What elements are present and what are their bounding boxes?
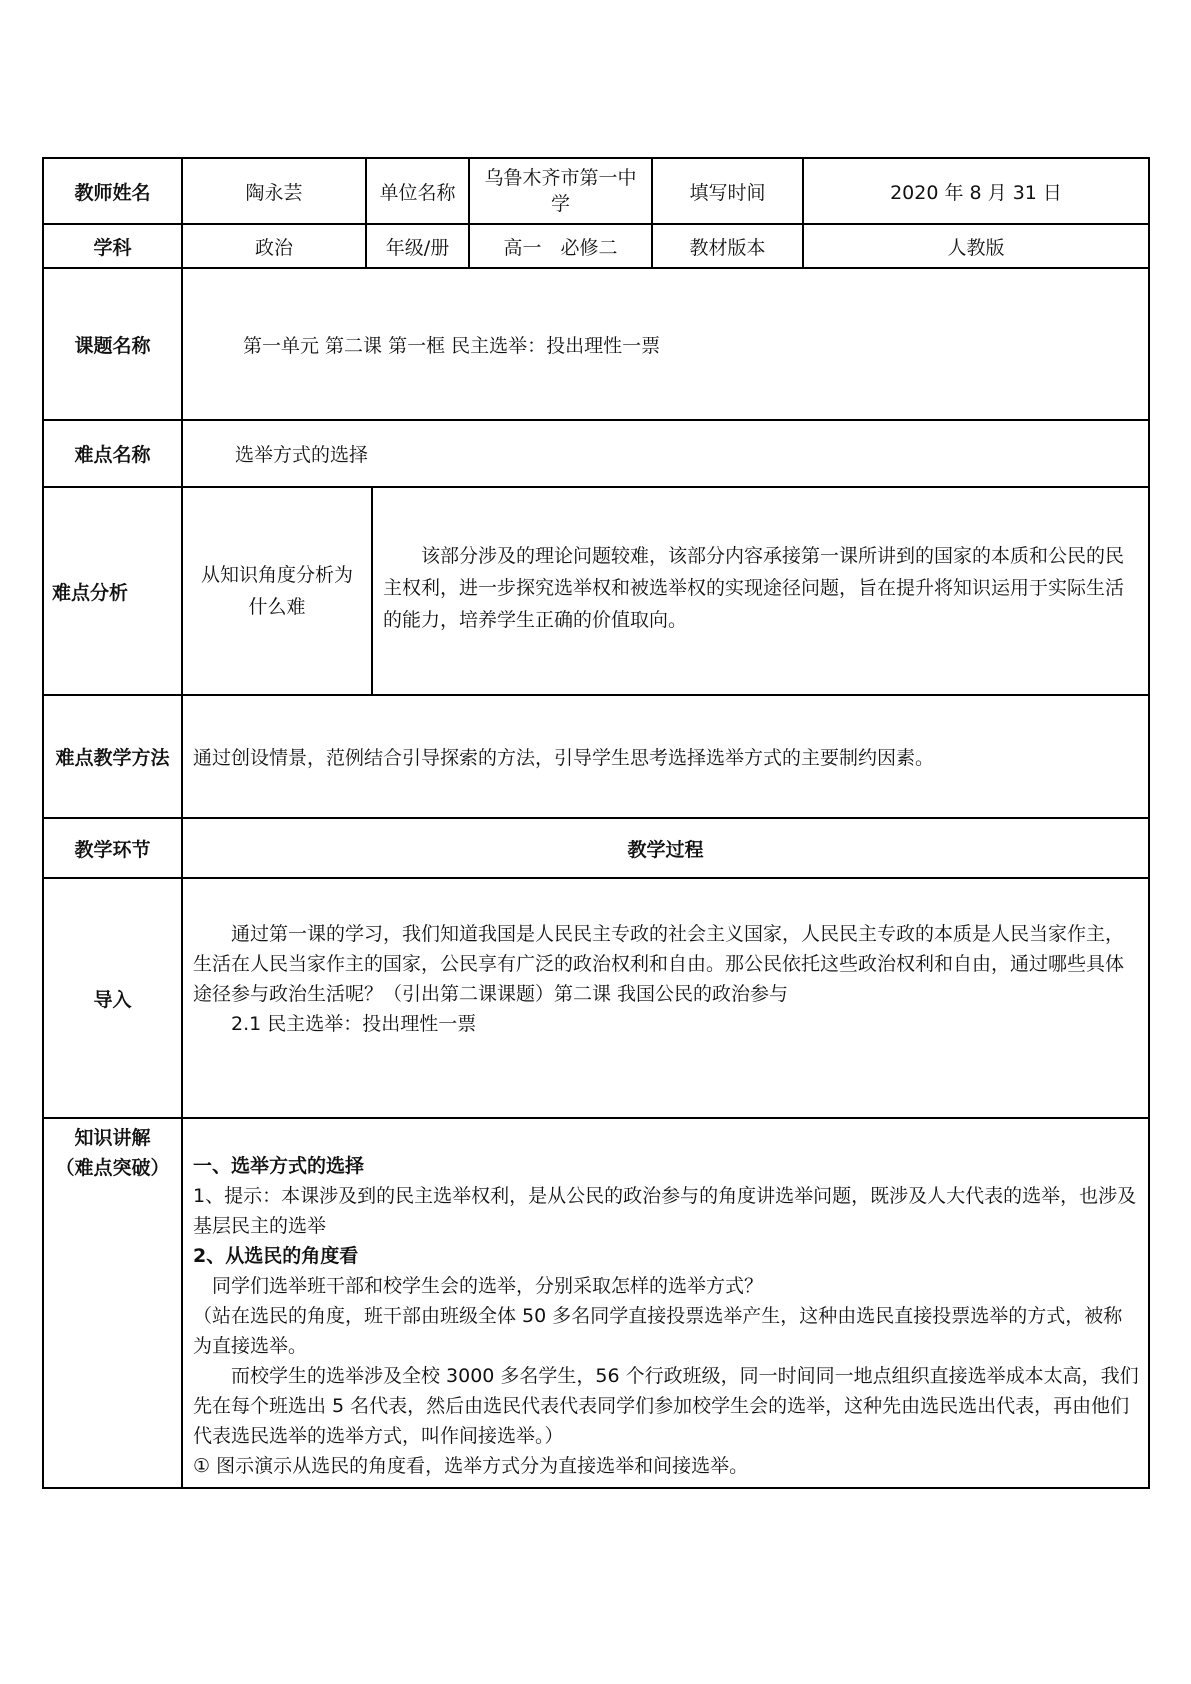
difficulty-label: 难点名称 (43, 420, 182, 487)
intro-paragraph: 通过第一课的学习，我们知道我国是人民民主专政的社会主义国家，人民民主专政的本质是人民当家作主，生活在人民当家作主的国家，公民享有广泛的政治权利和自由。那公民依托这些政治权利和自由，通过哪些具体途径参与政治生活呢？（引出第二课课题）第二课 我国公民的政治参与 (193, 923, 1125, 1005)
date-value: 2020 年 8 月 31 日 (803, 158, 1149, 224)
edition-label: 教材版本 (652, 224, 803, 268)
section-heading-2: 2、从选民的角度看 (193, 1245, 359, 1267)
process-header-row (43, 818, 1149, 878)
intro-row (43, 878, 1149, 1118)
method-row (43, 695, 1149, 818)
knowledge-question: 同学们选举班干部和校学生会的选举，分别采取怎样的选举方式？ (212, 1275, 764, 1297)
knowledge-point-1: 1、提示：本课涉及到的民主选举权利，是从公民的政治参与的角度讲选举问题，既涉及人大代表的选举，也涉及基层民主的选举 (193, 1185, 1137, 1237)
header-row-1 (43, 158, 1149, 224)
grade-value: 高一 必修二 (469, 224, 652, 268)
knowledge-answer-1: （站在选民的角度，班干部由班级全体 50 多名同学直接投票选举产生，这种由选民直接投票选举的方式，被称为直接选举。 (193, 1305, 1123, 1357)
intro-label: 导入 (43, 878, 182, 1118)
edition-value: 人教版 (803, 224, 1149, 268)
method-text: 通过创设情景，范例结合引导探索的方法，引导学生思考选择选举方式的主要制约因素。 (182, 695, 1149, 818)
teacher-value: 陶永芸 (182, 158, 366, 224)
knowledge-label-line2: （难点突破） (55, 1157, 170, 1179)
knowledge-answer-2: 而校学生的选举涉及全校 3000 多名学生，56 个行政班级，同一时间同一地点组织直接选举成本太高，我们先在每个班选出 5 名代表，然后由选民代表代表同学们参加校学生会的选举，这种先由选民选出代表，再由他们代表选民选举的选举方式，叫作间接选举。） (193, 1365, 1139, 1447)
intro-content (182, 878, 1149, 1118)
grade-label: 年级/册 (366, 224, 469, 268)
unit-label: 单位名称 (366, 158, 469, 224)
process-label: 教学过程 (182, 818, 1149, 878)
lesson-plan-table (42, 157, 1150, 1489)
analysis-label: 难点分析 (43, 487, 182, 695)
knowledge-label (43, 1118, 182, 1488)
date-label: 填写时间 (652, 158, 803, 224)
topic-row (43, 268, 1149, 420)
difficulty-value: 选举方式的选择 (182, 420, 1149, 487)
analysis-text: 该部分涉及的理论问题较难，该部分内容承接第一课所讲到的国家的本质和公民的民主权利，进一步探究选举权和被选举权的实现途径问题，旨在提升将知识运用于实际生活的能力，培养学生正确的价值取向。 (372, 487, 1149, 695)
header-row-2 (43, 224, 1149, 268)
section-heading-1: 一、选举方式的选择 (193, 1155, 365, 1177)
unit-value: 乌鲁木齐市第一中学 (469, 158, 652, 224)
intro-subtitle: 2.1 民主选举：投出理性一票 (231, 1013, 477, 1035)
analysis-sub-label: 从知识角度分析为什么难 (182, 487, 372, 695)
topic-value: 第一单元 第二课 第一框 民主选举：投出理性一票 (182, 268, 1149, 420)
stage-label: 教学环节 (43, 818, 182, 878)
subject-value: 政治 (182, 224, 366, 268)
subject-label: 学科 (43, 224, 182, 268)
topic-label: 课题名称 (43, 268, 182, 420)
difficulty-row (43, 420, 1149, 487)
teacher-label: 教师姓名 (43, 158, 182, 224)
analysis-row (43, 487, 1149, 695)
method-label: 难点教学方法 (43, 695, 182, 818)
knowledge-answer-3: ① 图示演示从选民的角度看，选举方式分为直接选举和间接选举。 (193, 1455, 749, 1477)
knowledge-row (43, 1118, 1149, 1488)
knowledge-label-line1: 知识讲解 (74, 1127, 151, 1149)
knowledge-content (182, 1118, 1149, 1488)
